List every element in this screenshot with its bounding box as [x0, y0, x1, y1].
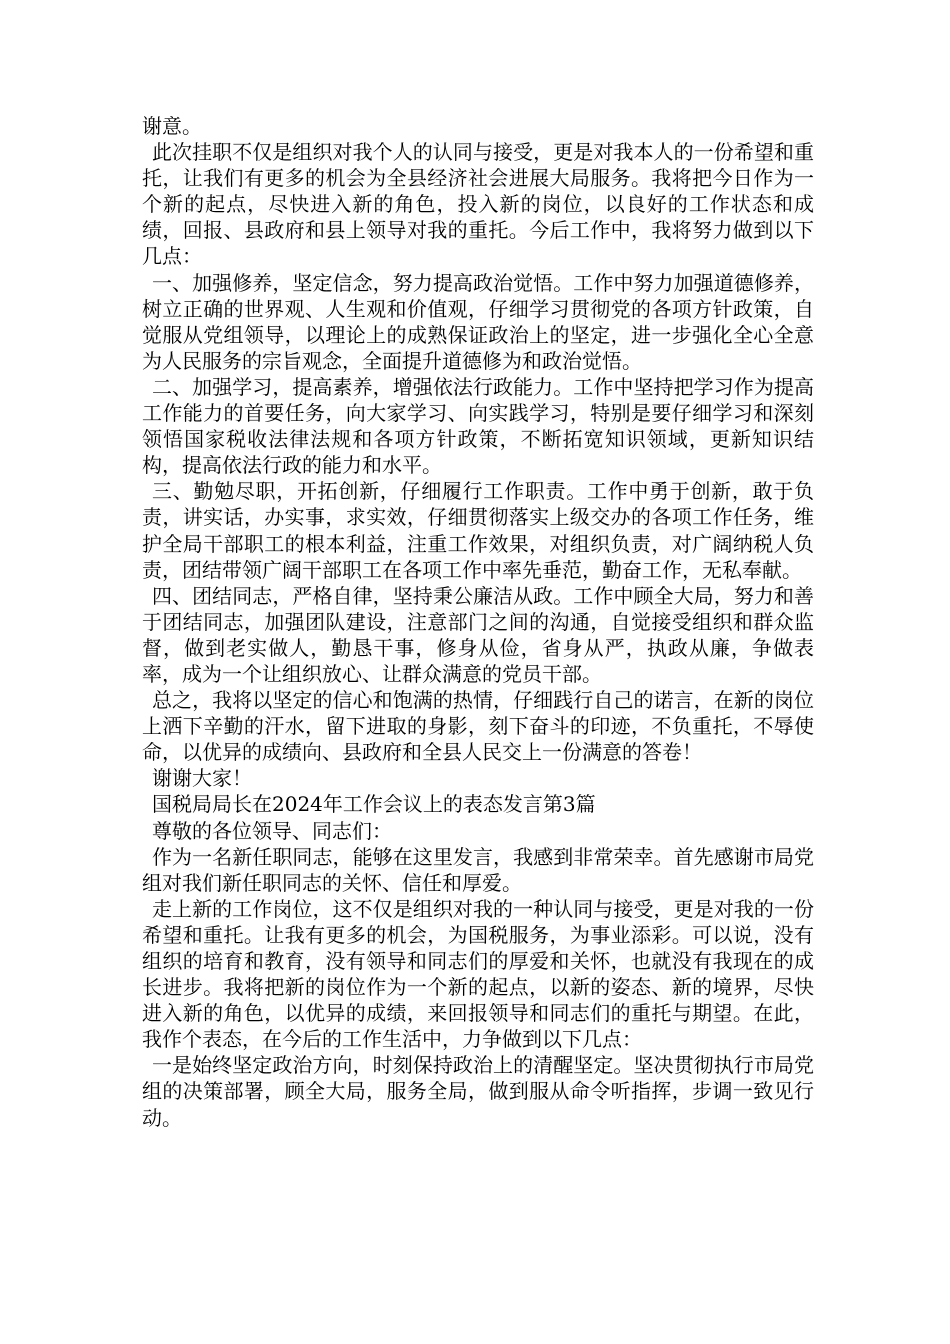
paragraph-thanks-end: 谢意。	[142, 114, 202, 138]
paragraph-commitment-1: 一是始终坚定政治方向，时刻保持政治上的清醒坚定。坚决贯彻执行市局党组的决策部署，顾全大局，服务全局，做到服从命令听指挥，步调一致见行动。	[142, 1053, 814, 1130]
section-heading: 国税局局长在2024年工作会议上的表态发言第3篇	[152, 792, 596, 817]
paragraph-conclusion: 总之，我将以坚定的信心和饱满的热情，仔细践行自己的诺言，在新的岗位上洒下辛勤的汗水，留下进取的身影，刻下奋斗的印迹，不负重托，不辱使命，以优异的成绩向、县政府和全县人民交上一份满意的答卷！	[142, 688, 814, 765]
paragraph-point-2: 二、加强学习，提高素养，增强依法行政能力。工作中坚持把学习作为提高工作能力的首要任务，向大家学习、向实践学习，特别是要仔细学习和深刻领悟国家税收法律法规和各项方针政策，不断拓宽知识领域，更新知识结构，提高依法行政的能力和水平。	[142, 374, 814, 478]
document-body	[142, 113, 814, 1131]
paragraph-thanks: 谢谢大家！	[152, 766, 252, 791]
paragraph-new-post: 走上新的工作岗位，这不仅是组织对我的一种认同与接受，更是对我的一份希望和重托。让我有更多的机会，为国税服务，为事业添彩。可以说，没有组织的培育和教育，没有领导和同志们的厚爱和关怀，也就没有我现在的成长进步。我将把新的岗位作为一个新的起点，以新的姿态、新的境界，尽快进入新的角色，以优异的成绩，来回报领导和同志们的重托与期望。在此，我作个表态，在今后的工作生活中，力争做到以下几点：	[142, 896, 814, 1052]
paragraph-intro: 此次挂职不仅是组织对我个人的认同与接受，更是对我本人的一份希望和重托，让我们有更多的机会为全县经济社会进展大局服务。我将把今日作为一个新的起点，尽快进入新的角色，投入新的岗位，以良好的工作状态和成绩，回报、县政府和县上领导对我的重托。今后工作中，我将努力做到以下几点：	[142, 140, 814, 269]
paragraph-point-3: 三、勤勉尽职，开拓创新，仔细履行工作职责。工作中勇于创新，敢于负责，讲实话，办实事，求实效，仔细贯彻落实上级交办的各项工作任务，维护全局干部职工的根本利益，注重工作效果，对组织负责，对广阔纳税人负责，团结带领广阔干部职工在各项工作中率先垂范，勤奋工作，无私奉献。	[142, 479, 814, 582]
paragraph-point-1: 一、加强修养，坚定信念，努力提高政治觉悟。工作中努力加强道德修养，树立正确的世界观、人生观和价值观，仔细学习贯彻党的各项方针政策，自觉服从党组领导，以理论上的成熟保证政治上的坚定，进一步强化全心全意为人民服务的宗旨观念，全面提升道德修为和政治觉悟。	[142, 270, 814, 373]
paragraph-opening: 作为一名新任职同志，能够在这里发言，我感到非常荣幸。首先感谢市局党组对我们新任职同志的关怀、信任和厚爱。	[142, 844, 814, 895]
paragraph-salutation: 尊敬的各位领导、同志们：	[152, 818, 392, 843]
paragraph-point-4: 四、团结同志，严格自律，坚持秉公廉洁从政。工作中顾全大局，努力和善于团结同志，加强团队建设，注意部门之间的沟通，自觉接受组织和群众监督，做到老实做人，勤恳干事，修身从俭，省身从严，执政从廉，争做表率，成为一个让组织放心、让群众满意的党员干部。	[142, 583, 814, 686]
